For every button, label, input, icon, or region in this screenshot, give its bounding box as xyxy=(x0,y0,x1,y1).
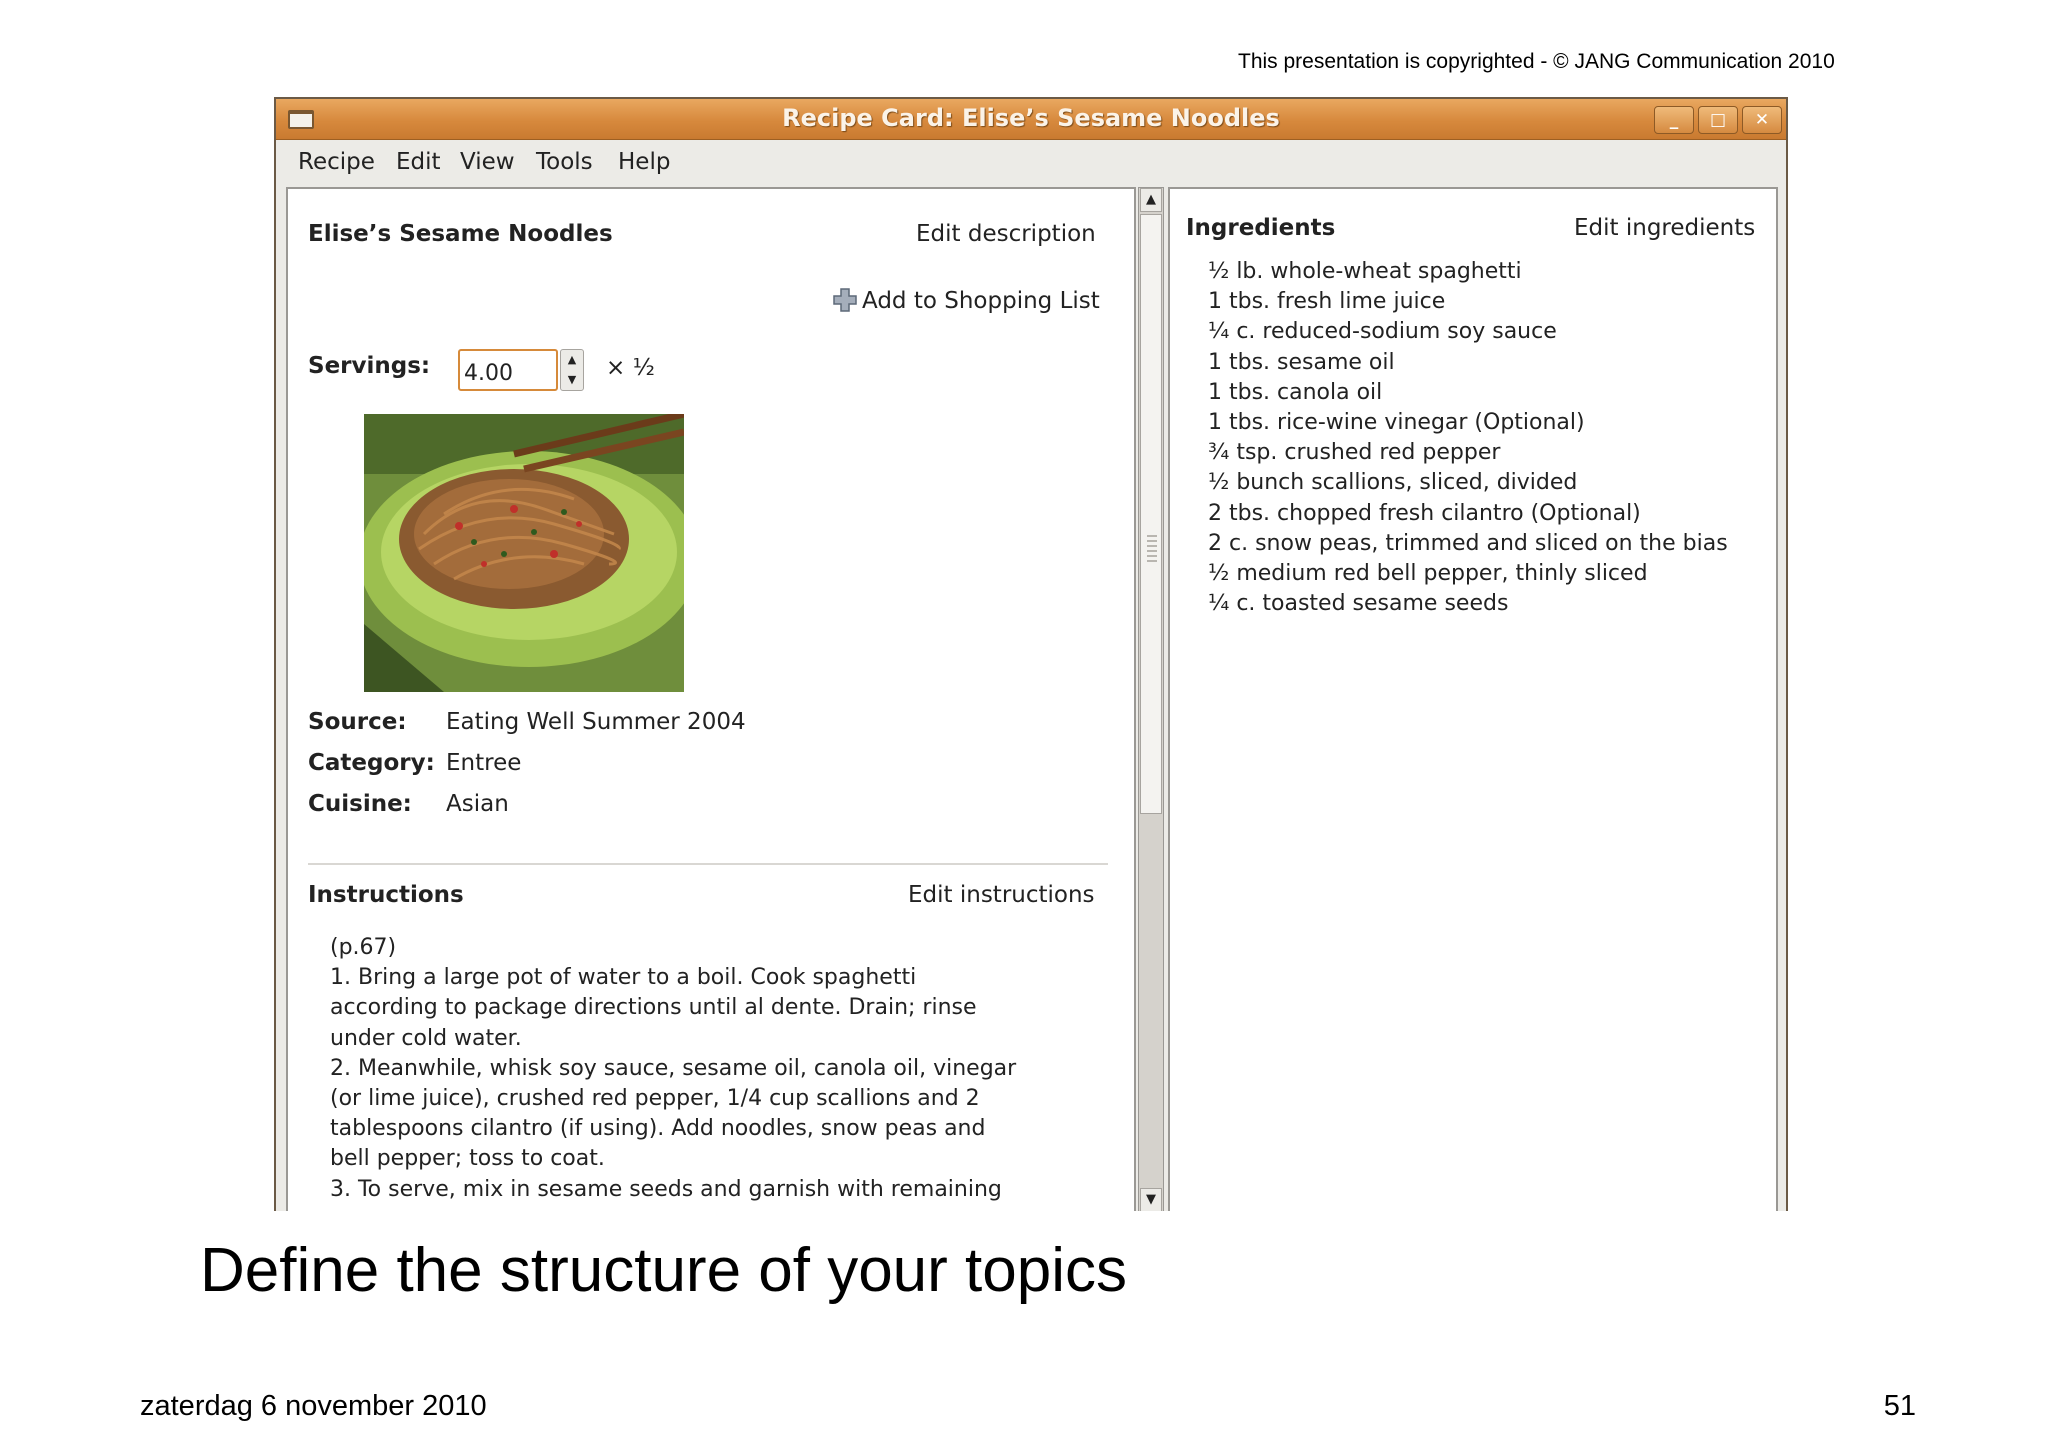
category-label: Category: xyxy=(308,750,435,776)
recipe-details-pane xyxy=(286,187,1136,1211)
instruction-line: bell pepper; toss to coat. xyxy=(330,1146,605,1172)
copyright-notice: This presentation is copyrighted - © JANG Communication 2010 xyxy=(1238,50,1835,73)
instruction-line: (or lime juice), crushed red pepper, 1/4 cup scallions and 2 xyxy=(330,1086,980,1112)
servings-spinner[interactable] xyxy=(560,349,584,391)
ingredient-item: ¾ tsp. crushed red pepper xyxy=(1208,440,1501,466)
edit-ingredients-button[interactable]: Edit ingredients xyxy=(1574,215,1756,241)
close-button[interactable]: ✕ xyxy=(1742,106,1782,134)
scrollbar-thumb[interactable] xyxy=(1140,214,1162,814)
menu-edit[interactable]: Edit xyxy=(396,149,441,175)
menu-help[interactable]: Help xyxy=(618,149,671,175)
instruction-line: tablespoons cilantro (if using). Add noodles, snow peas and xyxy=(330,1116,986,1142)
instruction-line: (p.67) xyxy=(330,935,397,960)
menu-tools[interactable]: Tools xyxy=(536,149,593,175)
instruction-line: 3. To serve, mix in sesame seeds and garnish with remaining xyxy=(330,1176,1002,1202)
recipe-card-window xyxy=(274,97,1788,1211)
minimize-button[interactable]: _ xyxy=(1654,106,1694,134)
plus-icon xyxy=(832,287,858,313)
edit-instructions-button[interactable]: Edit instructions xyxy=(908,882,1095,908)
cuisine-label: Cuisine: xyxy=(308,791,412,817)
instruction-line: 1. Bring a large pot of water to a boil. Cook spaghetti xyxy=(330,965,917,991)
ingredient-item: 1 tbs. rice-wine vinegar (Optional) xyxy=(1208,410,1585,436)
edit-description-button[interactable]: Edit description xyxy=(916,221,1096,247)
instructions-heading: Instructions xyxy=(308,882,464,908)
ingredient-item: ½ medium red bell pepper, thinly sliced xyxy=(1208,561,1648,587)
window-title: Recipe Card: Elise’s Sesame Noodles xyxy=(782,104,1280,132)
ingredient-item: 2 c. snow peas, trimmed and sliced on the bias xyxy=(1208,530,1728,556)
menu-view[interactable]: View xyxy=(460,149,515,175)
vertical-scrollbar[interactable] xyxy=(1138,187,1164,1211)
ingredient-item: ½ lb. whole-wheat spaghetti xyxy=(1208,259,1522,284)
recipe-name: Elise’s Sesame Noodles xyxy=(308,221,613,247)
add-to-shopping-list-label: Add to Shopping List xyxy=(862,288,1100,314)
ingredients-pane xyxy=(1168,187,1778,1211)
ingredient-item: ¼ c. reduced-sodium soy sauce xyxy=(1208,319,1557,345)
page-number: 51 xyxy=(1883,1390,1916,1422)
category-value: Entree xyxy=(446,750,522,776)
recipe-photo xyxy=(364,414,684,692)
instruction-line: under cold water. xyxy=(330,1025,522,1051)
instruction-line: according to package directions until al dente. Drain; rinse xyxy=(330,995,977,1021)
ingredient-item: ¼ c. toasted sesame seeds xyxy=(1208,591,1509,617)
window-titlebar[interactable] xyxy=(276,99,1786,140)
servings-input[interactable] xyxy=(458,349,558,391)
section-divider xyxy=(308,863,1108,865)
slide-title: Define the structure of your topics xyxy=(200,1236,1128,1305)
ingredient-item: 1 tbs. canola oil xyxy=(1208,379,1383,405)
cuisine-value: Asian xyxy=(446,791,509,817)
maximize-button[interactable]: □ xyxy=(1698,106,1738,134)
servings-label: Servings: xyxy=(308,353,431,379)
ingredient-item: 1 tbs. sesame oil xyxy=(1208,349,1395,375)
ingredients-list xyxy=(1208,257,1728,619)
source-value: Eating Well Summer 2004 xyxy=(446,709,746,735)
spin-down-icon[interactable]: ▼ xyxy=(567,373,577,386)
scroll-down-icon[interactable]: ▼ xyxy=(1140,1188,1162,1211)
ingredient-item: ½ bunch scallions, sliced, divided xyxy=(1208,470,1578,496)
source-label: Source: xyxy=(308,709,407,735)
ingredient-item: 2 tbs. chopped fresh cilantro (Optional) xyxy=(1208,500,1641,526)
footer-date: zaterdag 6 november 2010 xyxy=(140,1390,487,1422)
scroll-up-icon[interactable]: ▲ xyxy=(1140,188,1162,212)
menu-recipe[interactable]: Recipe xyxy=(298,149,375,175)
instruction-line: 2. Meanwhile, whisk soy sauce, sesame oil, canola oil, vinegar xyxy=(330,1055,1017,1081)
ingredients-heading: Ingredients xyxy=(1186,215,1336,241)
instructions-text xyxy=(330,933,1016,1205)
menu-bar xyxy=(276,140,1786,184)
grip-handle xyxy=(1147,535,1157,565)
add-to-shopping-list-button[interactable] xyxy=(832,287,1100,314)
ingredient-item: 1 tbs. fresh lime juice xyxy=(1208,289,1446,315)
servings-multiplier: × ½ xyxy=(606,355,655,381)
spin-up-icon[interactable]: ▲ xyxy=(567,353,577,366)
